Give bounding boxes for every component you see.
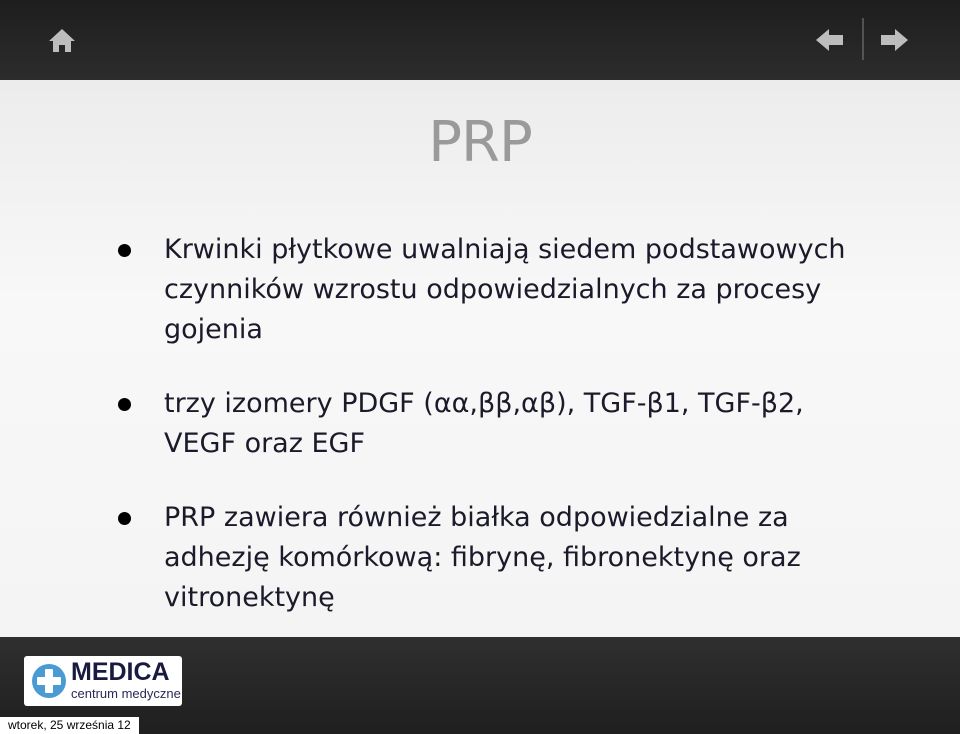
logo-name: MEDICA: [71, 658, 170, 686]
home-button[interactable]: [44, 22, 80, 58]
previous-slide-button[interactable]: [812, 22, 848, 58]
medical-cross-icon: [31, 663, 67, 699]
bullet-text: PRP zawiera również białka odpowiedzialne za adhezję komórkową: fibrynę, fibronektynę oraz vitronektynę: [164, 502, 801, 613]
bullet-text: trzy izomery PDGF (αα,ββ,αβ), TGF-β1, TGF-β2, VEGF oraz EGF: [164, 388, 804, 459]
arrow-right-icon: [876, 22, 912, 58]
next-slide-button[interactable]: [876, 22, 912, 58]
slide-footer: [0, 637, 960, 734]
bullet-item: [118, 498, 878, 618]
bullet-dot-icon: [118, 512, 131, 525]
logo-subtitle: centrum medyczne: [71, 686, 181, 701]
home-icon: [44, 22, 80, 58]
bullet-dot-icon: [118, 244, 131, 257]
bullet-text: Krwinki płytkowe uwalniają siedem podstawowych czynników wzrostu odpowiedzialnych za procesy gojenia: [164, 234, 846, 345]
bullet-dot-icon: [118, 398, 131, 411]
date-label: wtorek, 25 września 12: [0, 717, 139, 734]
bullet-list: [118, 230, 878, 652]
toolbar-divider: [862, 18, 864, 60]
medica-logo: [24, 656, 182, 706]
bullet-item: [118, 230, 878, 350]
navigation-toolbar: [0, 0, 960, 80]
slide-title: PRP: [428, 110, 532, 175]
arrow-left-icon: [812, 22, 848, 58]
bullet-item: [118, 384, 878, 464]
slide-content: [0, 80, 960, 637]
